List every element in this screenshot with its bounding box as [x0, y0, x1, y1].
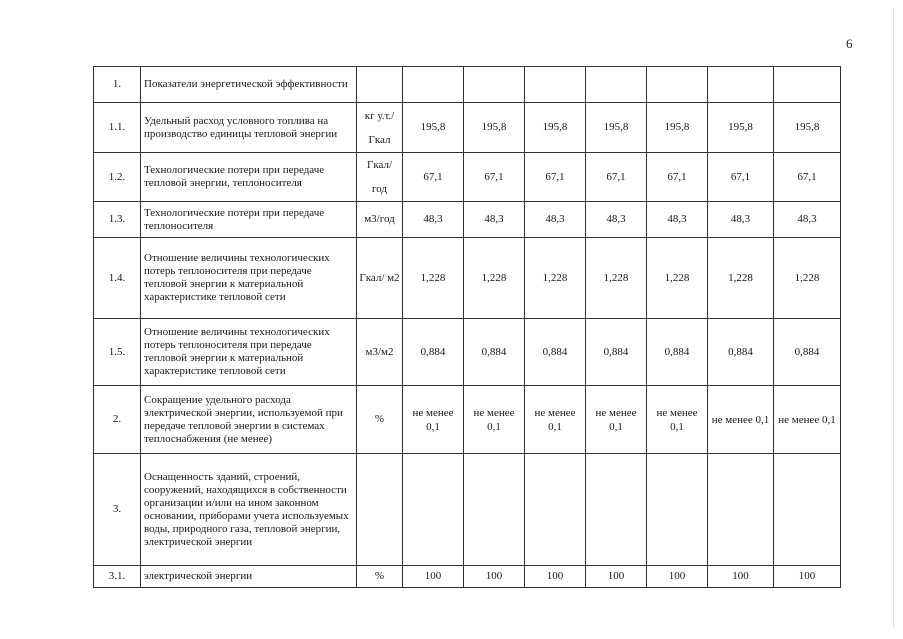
value-cell: 67,1 — [525, 153, 586, 202]
value-cell: 67,1 — [647, 153, 708, 202]
value-cell: не менее 0,1 — [586, 386, 647, 454]
value-cell: 1,228 — [647, 238, 708, 319]
row-number-cell: 1.5. — [94, 319, 141, 386]
value-cell: 195,8 — [647, 103, 708, 153]
value-cell: 67,1 — [586, 153, 647, 202]
indicator-name-cell: Удельный расход условного топлива на производство единицы тепловой энергии — [141, 103, 357, 153]
value-cell — [586, 67, 647, 103]
value-cell: 1,228 — [586, 238, 647, 319]
value-cell: 195,8 — [774, 103, 841, 153]
value-cell: 0,884 — [586, 319, 647, 386]
value-cell — [647, 67, 708, 103]
value-cell — [403, 67, 464, 103]
scan-edge-line — [893, 8, 894, 628]
value-cell — [464, 67, 525, 103]
value-cell: 0,884 — [774, 319, 841, 386]
row-number-cell: 1.4. — [94, 238, 141, 319]
table-row — [94, 153, 841, 202]
page-number: 6 — [846, 36, 853, 51]
value-cell: 1,228 — [525, 238, 586, 319]
value-cell: 195,8 — [403, 103, 464, 153]
value-cell: 0,884 — [708, 319, 774, 386]
indicator-name-cell: Оснащенность зданий, строений, сооружений, находящихся в собственности организации и/или на ином законном основании, приборами учета используемых воды, природного газа, тепловой энергии, электрической энергии — [141, 454, 357, 566]
unit-cell: м3/м2 — [357, 319, 403, 386]
value-cell: 48,3 — [464, 202, 525, 238]
value-cell: 67,1 — [708, 153, 774, 202]
table-row — [94, 238, 841, 319]
value-cell — [774, 454, 841, 566]
unit-cell — [357, 454, 403, 566]
table-row — [94, 454, 841, 566]
value-cell: 100 — [464, 566, 525, 588]
value-cell: 100 — [774, 566, 841, 588]
value-cell: 100 — [525, 566, 586, 588]
value-cell: не менее 0,1 — [403, 386, 464, 454]
value-cell: 48,3 — [647, 202, 708, 238]
value-cell — [525, 454, 586, 566]
value-cell: 67,1 — [774, 153, 841, 202]
value-cell: 195,8 — [708, 103, 774, 153]
value-cell — [708, 454, 774, 566]
value-cell — [647, 454, 708, 566]
indicator-name-cell: Технологические потери при передаче тепловой энергии, теплоносителя — [141, 153, 357, 202]
value-cell: не менее 0,1 — [647, 386, 708, 454]
value-cell: 1,228 — [774, 238, 841, 319]
row-number-cell: 1.3. — [94, 202, 141, 238]
indicator-name-cell: Сокращение удельного расхода электрической энергии, используемой при передаче тепловой энергии в системах теплоснабжения (не менее) — [141, 386, 357, 454]
unit-cell: кг у.т./ Гкал — [357, 103, 403, 153]
table-row — [94, 566, 841, 588]
row-number-cell: 2. — [94, 386, 141, 454]
value-cell: 100 — [647, 566, 708, 588]
table-row — [94, 103, 841, 153]
value-cell: 48,3 — [403, 202, 464, 238]
value-cell: не менее 0,1 — [708, 386, 774, 454]
unit-cell: % — [357, 386, 403, 454]
value-cell: 67,1 — [464, 153, 525, 202]
value-cell: не менее 0,1 — [464, 386, 525, 454]
row-number-cell: 1. — [94, 67, 141, 103]
table-row — [94, 67, 841, 103]
value-cell — [525, 67, 586, 103]
indicator-name-cell: Отношение величины технологических потерь теплоносителя при передаче тепловой энергии к материальной характеристике тепловой сети — [141, 319, 357, 386]
value-cell — [403, 454, 464, 566]
value-cell: 1,228 — [403, 238, 464, 319]
value-cell — [586, 454, 647, 566]
value-cell: 1,228 — [464, 238, 525, 319]
value-cell: 48,3 — [586, 202, 647, 238]
unit-cell: Гкал/ год — [357, 153, 403, 202]
energy-efficiency-table — [93, 66, 841, 588]
row-number-cell: 3.1. — [94, 566, 141, 588]
row-number-cell: 1.1. — [94, 103, 141, 153]
value-cell: 0,884 — [525, 319, 586, 386]
table-row — [94, 319, 841, 386]
row-number-cell: 1.2. — [94, 153, 141, 202]
value-cell: 48,3 — [774, 202, 841, 238]
value-cell: не менее 0,1 — [525, 386, 586, 454]
table-body — [94, 67, 841, 588]
value-cell: 1,228 — [708, 238, 774, 319]
unit-cell — [357, 67, 403, 103]
indicator-name-cell: Технологические потери при передаче теплоносителя — [141, 202, 357, 238]
unit-cell: Гкал/ м2 — [357, 238, 403, 319]
value-cell: 67,1 — [403, 153, 464, 202]
value-cell: 48,3 — [708, 202, 774, 238]
value-cell: 0,884 — [647, 319, 708, 386]
value-cell: 195,8 — [525, 103, 586, 153]
value-cell: 48,3 — [525, 202, 586, 238]
row-number-cell: 3. — [94, 454, 141, 566]
value-cell: 195,8 — [586, 103, 647, 153]
value-cell — [708, 67, 774, 103]
value-cell: 195,8 — [464, 103, 525, 153]
value-cell — [774, 67, 841, 103]
indicator-name-cell: Показатели энергетической эффективности — [141, 67, 357, 103]
unit-cell: % — [357, 566, 403, 588]
value-cell: 100 — [708, 566, 774, 588]
table-row — [94, 386, 841, 454]
value-cell: не менее 0,1 — [774, 386, 841, 454]
value-cell: 100 — [403, 566, 464, 588]
value-cell: 100 — [586, 566, 647, 588]
value-cell — [464, 454, 525, 566]
indicator-name-cell: электрической энергии — [141, 566, 357, 588]
table-row — [94, 202, 841, 238]
indicator-name-cell: Отношение величины технологических потерь теплоносителя при передаче тепловой энергии к материальной характеристике тепловой сети — [141, 238, 357, 319]
value-cell: 0,884 — [403, 319, 464, 386]
unit-cell: м3/год — [357, 202, 403, 238]
value-cell: 0,884 — [464, 319, 525, 386]
